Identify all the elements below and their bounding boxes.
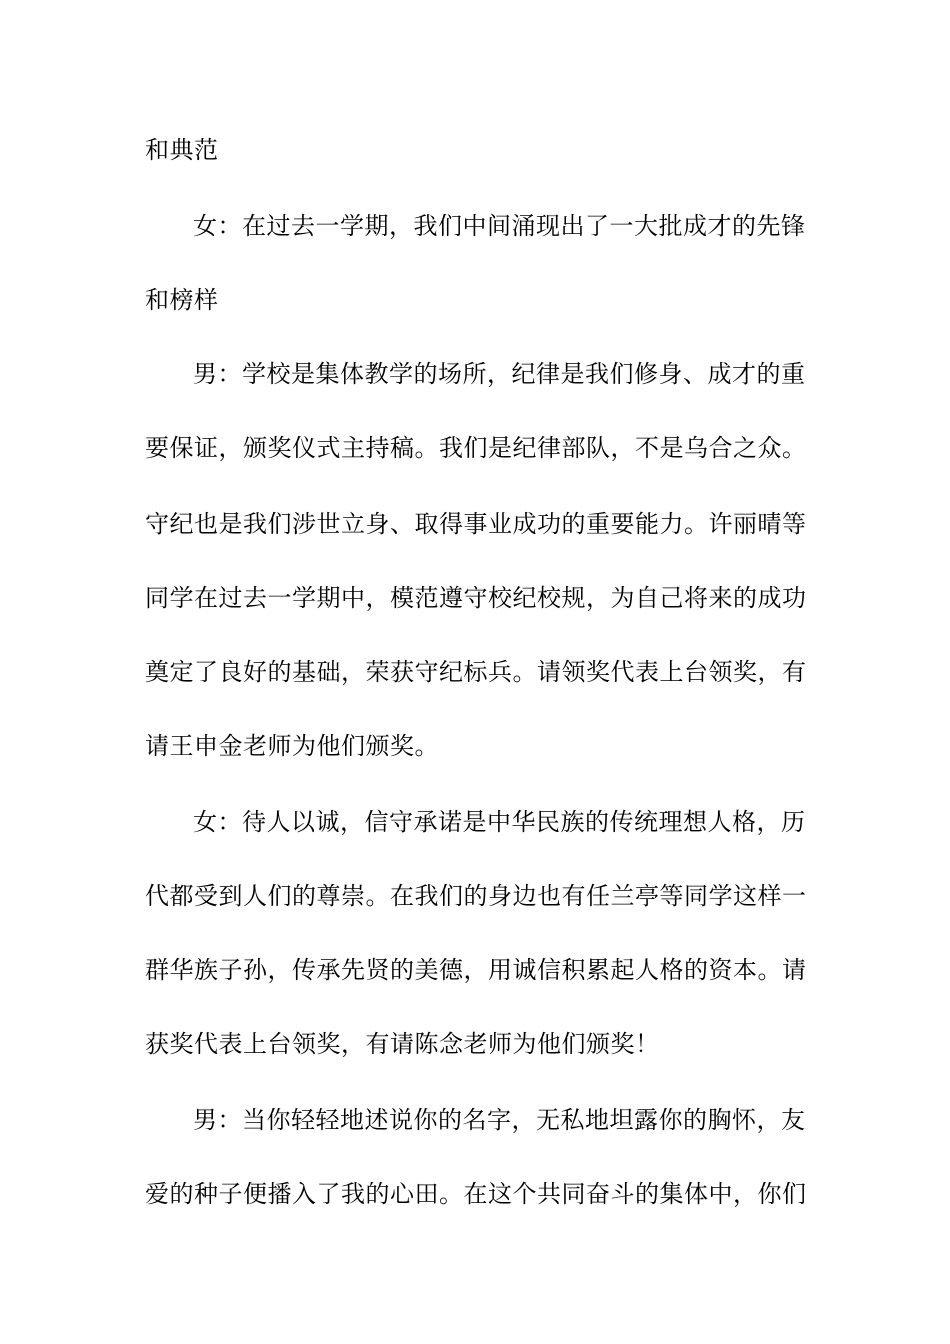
paragraph-female-speaker: 女：在过去一学期，我们中间涌现出了一大批成才的先锋 (193, 212, 806, 240)
text-line: 奠定了良好的基础，荣获守纪标兵。请领奖代表上台领奖，有 (145, 658, 807, 686)
paragraph-female-speaker: 女：待人以诚，信守承诺是中华民族的传统理想人格，历 (193, 808, 806, 836)
text-line: 爱的种子便播入了我的心田。在这个共同奋斗的集体中，你们 (145, 1180, 807, 1208)
text-line: 守纪也是我们涉世立身、取得事业成功的重要能力。许丽晴等 (145, 510, 807, 538)
paragraph-male-speaker: 男：当你轻轻地述说你的名字，无私地坦露你的胸怀，友 (193, 1106, 806, 1134)
text-line: 要保证，颁奖仪式主持稿。我们是纪律部队，不是乌合之众。 (145, 434, 807, 462)
text-line: 获奖代表上台领奖，有请陈念老师为他们颁奖！ (145, 1030, 660, 1058)
text-line: 群华族子孙，传承先贤的美德，用诚信积累起人格的资本。请 (145, 956, 807, 984)
text-line: 代都受到人们的尊崇。在我们的身边也有任兰亭等同学这样一 (145, 882, 807, 910)
paragraph-male-speaker: 男：学校是集体教学的场所，纪律是我们修身、成才的重 (193, 360, 806, 388)
text-line: 同学在过去一学期中，模范遵守校纪校规，为自己将来的成功 (145, 584, 807, 612)
text-line: 和典范 (145, 136, 219, 164)
text-line: 和榜样 (145, 286, 219, 314)
text-line: 请王申金老师为他们颁奖。 (145, 732, 439, 760)
